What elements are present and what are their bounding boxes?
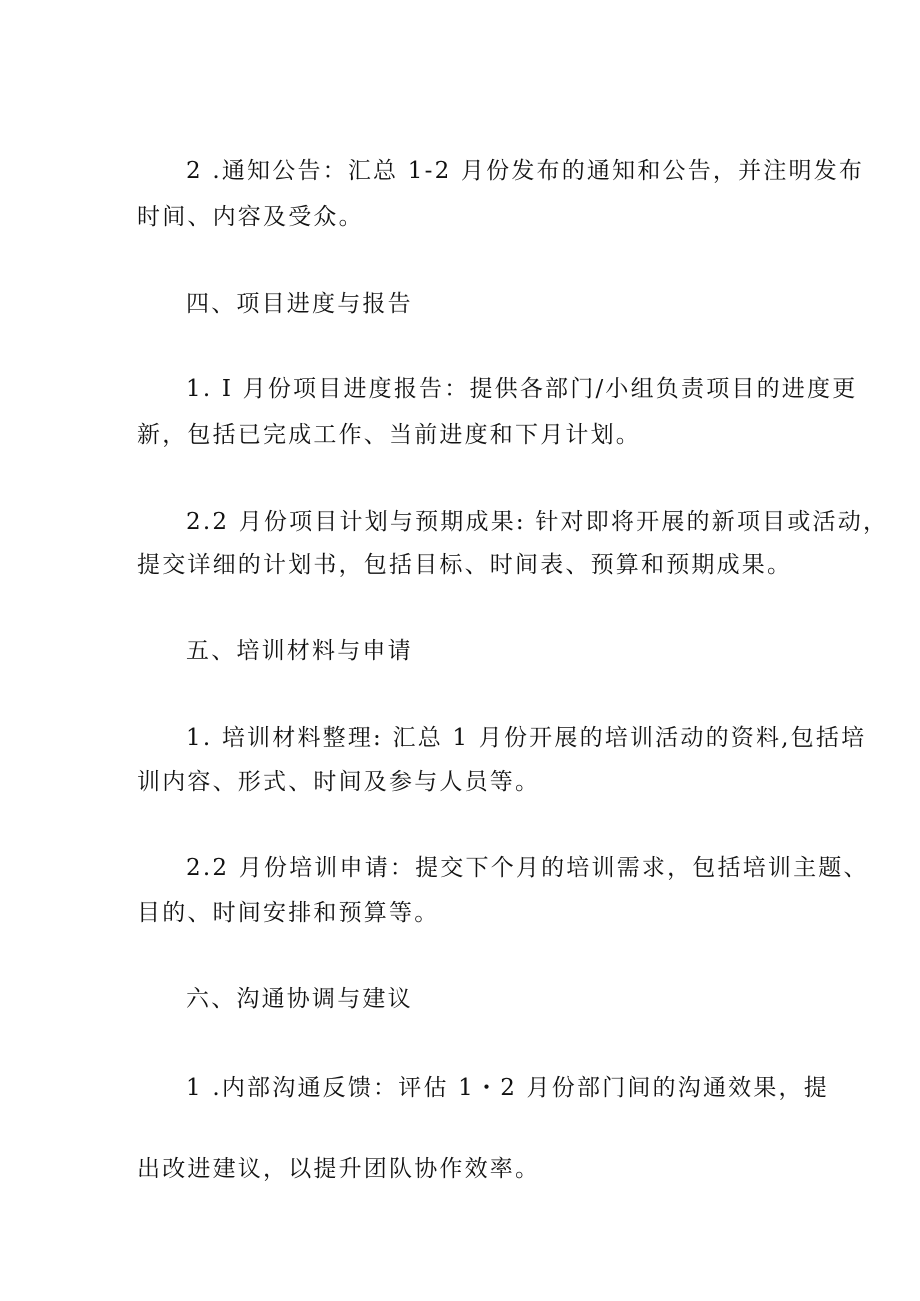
notice-item-line1: 2 .通知公告：汇总 1-2 月份发布的通知和公告，并注明发布 — [186, 158, 865, 184]
section-heading-communication: 六、沟通协调与建议 — [186, 986, 413, 1012]
communication-feedback-line1: 1 .内部沟通反馈：评估 1・2 月份部门间的沟通效果，提 — [186, 1075, 829, 1101]
progress-report-line1: 1. I 月份项目进度报告：提供各部门/小组负责项目的进度更 — [186, 376, 858, 402]
training-materials-line2: 训内容、形式、时间及参与人员等。 — [137, 769, 541, 795]
section-heading-training: 五、培训材料与申请 — [186, 638, 413, 664]
communication-feedback-line2: 出改进建议，以提升团队协作效率。 — [137, 1156, 541, 1182]
notice-item-line2: 时间、内容及受众。 — [137, 204, 364, 230]
project-plan-line2: 提交详细的计划书，包括目标、时间表、预算和预期成果。 — [137, 552, 793, 578]
training-request-line2: 目的、时间安排和预算等。 — [137, 900, 440, 926]
project-plan-line1: 2.2 月份项目计划与预期成果: 针对即将开展的新项目或活动， — [186, 509, 889, 535]
progress-report-line2: 新，包括已完成工作、当前进度和下月计划。 — [137, 422, 641, 448]
training-materials-line1: 1. 培训材料整理: 汇总 1 月份开展的培训活动的资料,包括培 — [186, 725, 867, 751]
training-request-line1: 2.2 月份培训申请：提交下个月的培训需求，包括培训主题、 — [186, 855, 869, 881]
section-heading-project-progress: 四、项目进度与报告 — [186, 291, 413, 317]
